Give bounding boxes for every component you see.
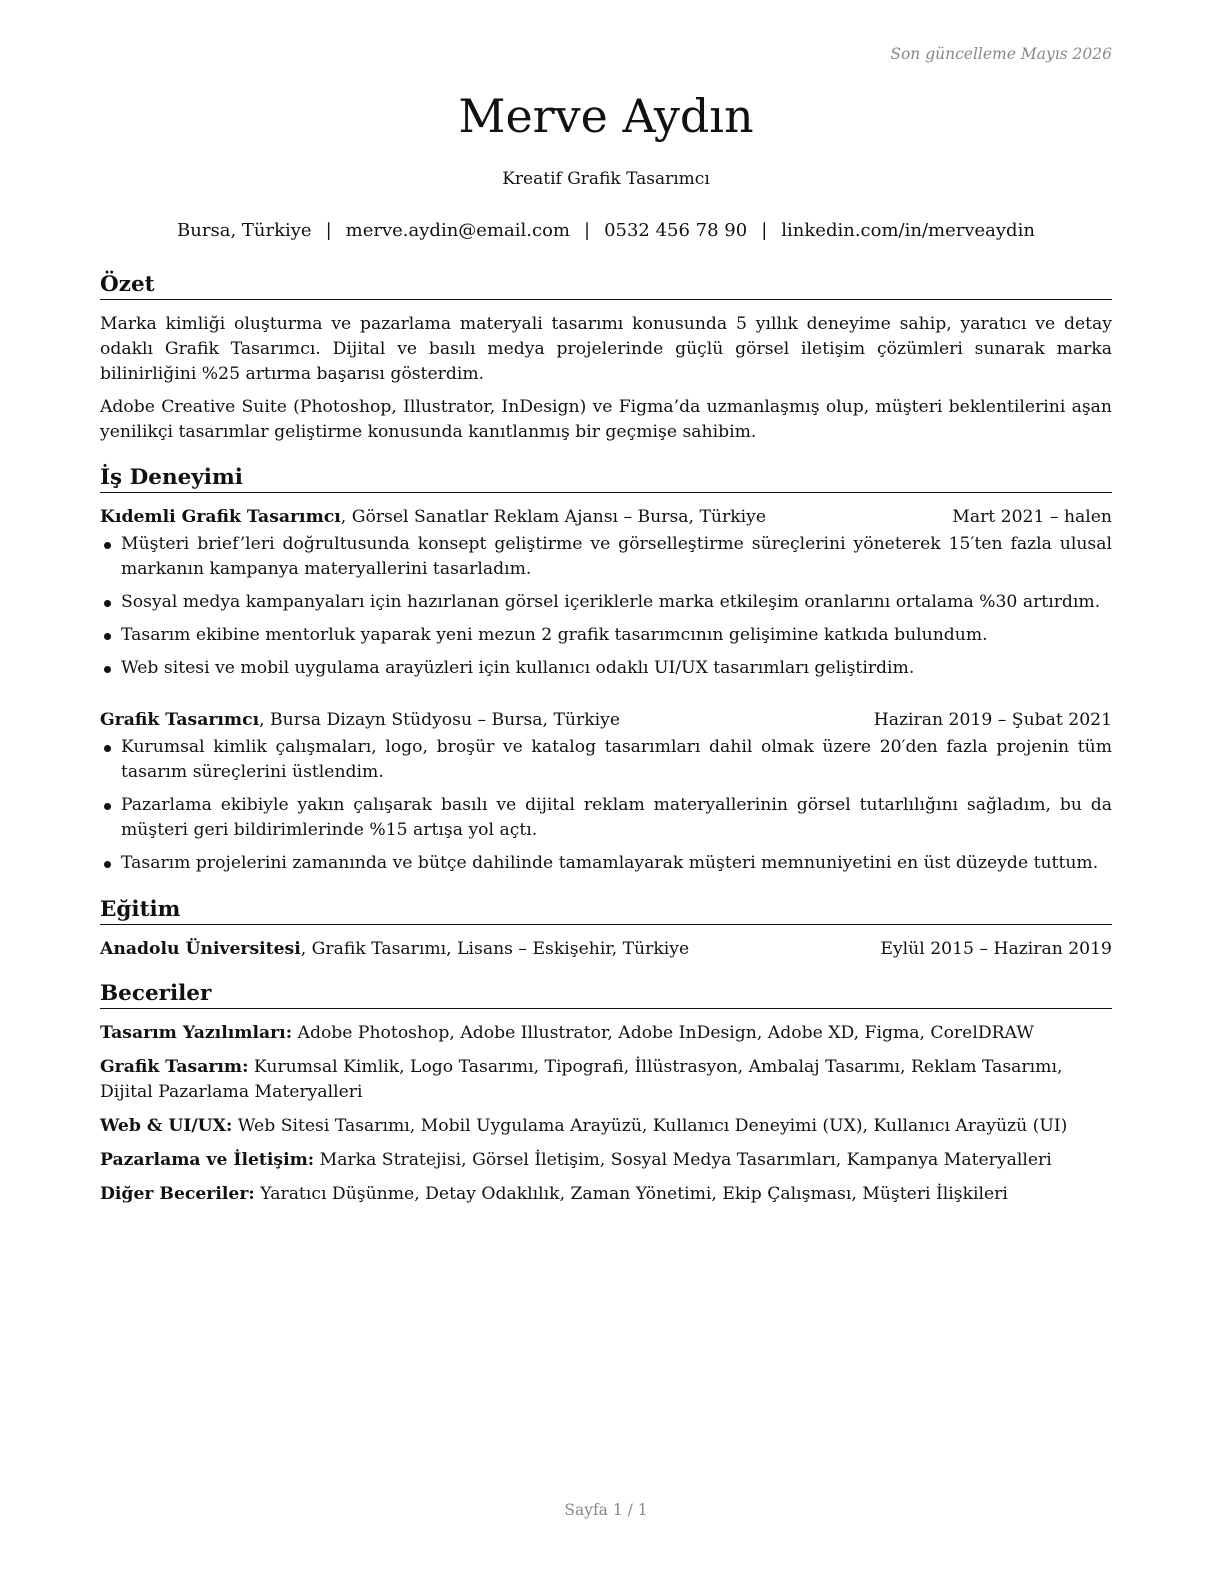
skill-value: Yaratıcı Düşünme, Detay Odaklılık, Zaman Yönetimi, Ekip Çalışması, Müşteri İlişkileri — [254, 1184, 1008, 1204]
job-bullets — [100, 735, 1112, 876]
last-updated: Son güncelleme Mayıs 2026 — [890, 45, 1112, 63]
job-dates: Haziran 2019 – Şubat 2021 — [873, 710, 1112, 730]
education-detail: , Grafik Tasarımı, Lisans – Eskişehir, Türkiye — [300, 939, 690, 959]
experience-section — [100, 464, 1112, 884]
education-dates: Eylül 2015 – Haziran 2019 — [880, 939, 1112, 959]
job-bullet: Web sitesi ve mobil uygulama arayüzleri için kullanıcı odaklı UI/UX tasarımları geliştirdim. — [100, 656, 1112, 681]
job-dates: Mart 2021 – halen — [952, 507, 1112, 527]
job-header — [100, 505, 1112, 530]
job-role: Grafik Tasarımcı — [100, 710, 260, 730]
job-bullet: Pazarlama ekibiyle yakın çalışarak basılı ve dijital reklam materyallerinin görsel tutarlılığını sağladım, bu da müşteri geri bildirimlerinde %15 artışa yol açtı. — [100, 793, 1112, 843]
candidate-title: Kreatif Grafik Tasarımcı — [502, 169, 710, 189]
contact-separator: | — [583, 220, 591, 241]
contact-email[interactable]: merve.aydin@email.com — [345, 220, 570, 241]
page-number: Sayfa 1 / 1 — [564, 1501, 648, 1519]
section-heading: Beceriler — [100, 980, 1112, 1009]
skill-label: Tasarım Yazılımları: — [100, 1023, 293, 1043]
summary-paragraph: Adobe Creative Suite (Photoshop, Illustrator, InDesign) ve Figma’da uzmanlaşmış olup, müşteri beklentilerini aşan yenilikçi tasarımlar geliştirme konusunda kanıtlanmış bir geçmişe sahibim. — [100, 397, 1112, 442]
job-company: , Görsel Sanatlar Reklam Ajansı – Bursa, Türkiye — [340, 507, 767, 527]
skill-value: Web Sitesi Tasarımı, Mobil Uygulama Arayüzü, Kullanıcı Deneyimi (UX), Kullanıcı Arayüzü (UI) — [232, 1116, 1068, 1136]
job-bullet: Sosyal medya kampanyaları için hazırlanan görsel içeriklerle marka etkileşim oranlarını ortalama %30 artırdım. — [100, 590, 1112, 615]
education-section — [100, 896, 1112, 964]
job-bullets — [100, 532, 1112, 681]
skill-value: Adobe Photoshop, Adobe Illustrator, Adobe InDesign, Adobe XD, Figma, CorelDRAW — [292, 1023, 1034, 1043]
summary-paragraph: Marka kimliği oluşturma ve pazarlama materyali tasarımı konusunda 5 yıllık deneyime sahip, yaratıcı ve detay odaklı Grafik Tasarımcı. Dijital ve basılı medya projelerinde güçlü görsel iletişim çözümleri sunarak marka bilinirliğini %25 artırma başarısı gösterdim. — [100, 314, 1112, 384]
skill-value: Marka Stratejisi, Görsel İletişim, Sosyal Medya Tasarımları, Kampanya Materyalleri — [314, 1150, 1052, 1170]
education-school: Anadolu Üniversitesi — [100, 939, 301, 959]
job-header — [100, 708, 1112, 733]
skill-value: Kurumsal Kimlik, Logo Tasarımı, Tipografi, İllüstrasyon, Ambalaj Tasarımı, Reklam Tasarımı, Dijital Pazarlama Materyalleri — [100, 1057, 1063, 1102]
education-row — [100, 937, 1112, 962]
job-bullet: Kurumsal kimlik çalışmaları, logo, broşür ve katalog tasarımları dahil olmak üzere 20′den fazla projenin tüm tasarım süreçlerini üstlendim. — [100, 735, 1112, 785]
job-company: , Bursa Dizayn Stüdyosu – Bursa, Türkiye — [259, 710, 620, 730]
contact-phone: 0532 456 78 90 — [604, 220, 748, 241]
skill-row — [100, 1148, 1112, 1173]
section-heading: İş Deneyimi — [100, 464, 1112, 493]
job-bullet: Tasarım projelerini zamanında ve bütçe dahilinde tamamlayarak müşteri memnuniyetini en üst düzeyde tuttum. — [100, 851, 1112, 876]
job-bullet: Tasarım ekibine mentorluk yaparak yeni mezun 2 grafik tasarımcının gelişimine katkıda bulundum. — [100, 623, 1112, 648]
skill-label: Web & UI/UX: — [100, 1116, 233, 1136]
job-role: Kıdemli Grafik Tasarımcı — [100, 507, 341, 527]
skills-section — [100, 980, 1112, 1216]
section-heading: Eğitim — [100, 896, 1112, 925]
skill-row — [100, 1114, 1112, 1139]
summary-section — [100, 271, 1112, 453]
contact-separator: | — [761, 220, 768, 241]
skill-label: Pazarlama ve İletişim: — [100, 1150, 315, 1170]
contact-line — [100, 219, 1112, 243]
resume-page — [100, 0, 1112, 1584]
skill-row — [100, 1055, 1112, 1105]
contact-linkedin[interactable]: linkedin.com/in/merveaydin — [781, 220, 1035, 241]
contact-separator: | — [325, 220, 332, 241]
section-heading: Özet — [100, 271, 1112, 300]
job-bullet: Müşteri brief’leri doğrultusunda konsept geliştirme ve görselleştirme süreçlerini yöneterek 15′ten fazla ulusal markanın kampanya materyallerini tasarladım. — [100, 532, 1112, 582]
skill-row — [100, 1021, 1112, 1046]
skill-label: Diğer Beceriler: — [100, 1184, 255, 1204]
skill-label: Grafik Tasarım: — [100, 1057, 249, 1077]
contact-location: Bursa, Türkiye — [177, 220, 312, 241]
skill-row — [100, 1182, 1112, 1207]
candidate-name: Merve Aydın — [458, 89, 754, 143]
